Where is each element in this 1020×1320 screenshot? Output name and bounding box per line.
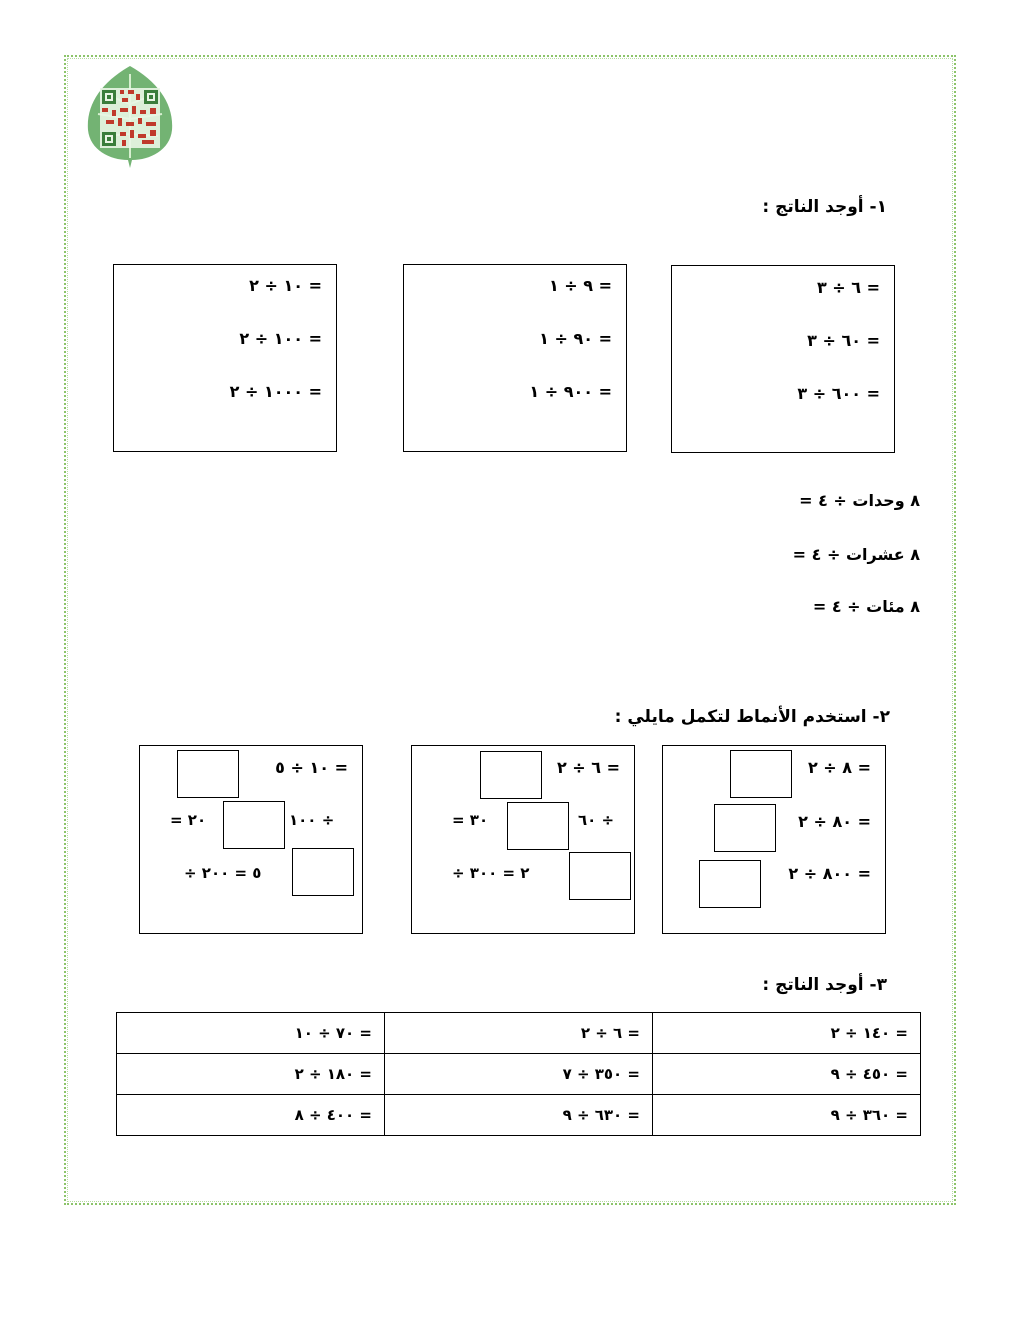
pattern-box-c [139, 745, 363, 934]
leaf-qr-icon [82, 64, 178, 168]
answer-box[interactable] [714, 804, 776, 852]
answer-box[interactable] [480, 751, 542, 799]
section1-box-1 [671, 265, 895, 453]
table-cell: ٦٣٠ ÷ ٩ = [385, 1095, 653, 1136]
equation: ٩٠ ÷ ١ = [539, 329, 612, 348]
equation: ٨ ÷ ٢ = [807, 758, 871, 777]
equation-part: ÷ ٥ = ٢٠٠ [184, 864, 262, 882]
table-row [117, 1013, 921, 1054]
table-row [117, 1054, 921, 1095]
answer-box[interactable] [292, 848, 354, 896]
table-cell: ٤٥٠ ÷ ٩ = [653, 1054, 921, 1095]
equation: ٦٠ ÷ ٣ = [807, 331, 880, 350]
table-cell: ١٤٠ ÷ ٢ = [653, 1013, 921, 1054]
table-cell: ١٨٠ ÷ ٢ = [117, 1054, 385, 1095]
equation: ١٠ ÷ ٥ = [275, 758, 348, 777]
section2-heading: ٢- استخدم الأنماط لتكمل مايلي : [614, 707, 890, 727]
answer-box[interactable] [569, 852, 631, 900]
equation-part: ÷ ٢ = ٣٠٠ [452, 864, 530, 882]
section1-box-2 [403, 264, 627, 452]
equation: ١٠٠٠ ÷ ٢ = [229, 382, 322, 401]
section3-heading: ٣- أوجد الناتج : [762, 975, 887, 995]
equation: ٩٠٠ ÷ ١ = [529, 382, 612, 401]
equation-part: = ٣٠ [452, 811, 489, 829]
table-row [117, 1095, 921, 1136]
table-cell: ٦ ÷ ٢ = [385, 1013, 653, 1054]
pattern-box-a [662, 745, 886, 934]
answer-box[interactable] [507, 802, 569, 850]
answer-box[interactable] [223, 801, 285, 849]
place-value-units: ٨ وحدات ÷ ٤ = [799, 491, 920, 510]
equation: ٨٠ ÷ ٢ = [798, 812, 871, 831]
place-value-tens: ٨ عشرات ÷ ٤ = [792, 545, 920, 564]
answer-box[interactable] [730, 750, 792, 798]
table-cell: ٤٠٠ ÷ ٨ = [117, 1095, 385, 1136]
table-cell: ٣٦٠ ÷ ٩ = [653, 1095, 921, 1136]
equation: ٩ ÷ ١ = [548, 276, 612, 295]
answer-box[interactable] [699, 860, 761, 908]
table-cell: ٧٠ ÷ ١٠ = [117, 1013, 385, 1054]
equation-part: ١٠٠ ÷ [289, 811, 335, 829]
equation: ٦ ÷ ٢ = [556, 758, 620, 777]
equation: ١٠٠ ÷ ٢ = [239, 329, 322, 348]
results-table [116, 1012, 921, 1136]
answer-box[interactable] [177, 750, 239, 798]
equation: ٨٠٠ ÷ ٢ = [788, 864, 871, 883]
section1-box-3 [113, 264, 337, 452]
section1-heading: ١- أوجد الناتج : [762, 197, 887, 217]
place-value-hundreds: ٨ مئات ÷ ٤ = [812, 597, 920, 616]
equation-part: = ٢٠ [170, 811, 207, 829]
pattern-box-b [411, 745, 635, 934]
equation: ٦٠٠ ÷ ٣ = [797, 384, 880, 403]
equation-part: ٦٠ ÷ [578, 811, 615, 829]
table-cell: ٣٥٠ ÷ ٧ = [385, 1054, 653, 1095]
equation: ٦ ÷ ٣ = [816, 278, 880, 297]
equation: ١٠ ÷ ٢ = [249, 276, 322, 295]
